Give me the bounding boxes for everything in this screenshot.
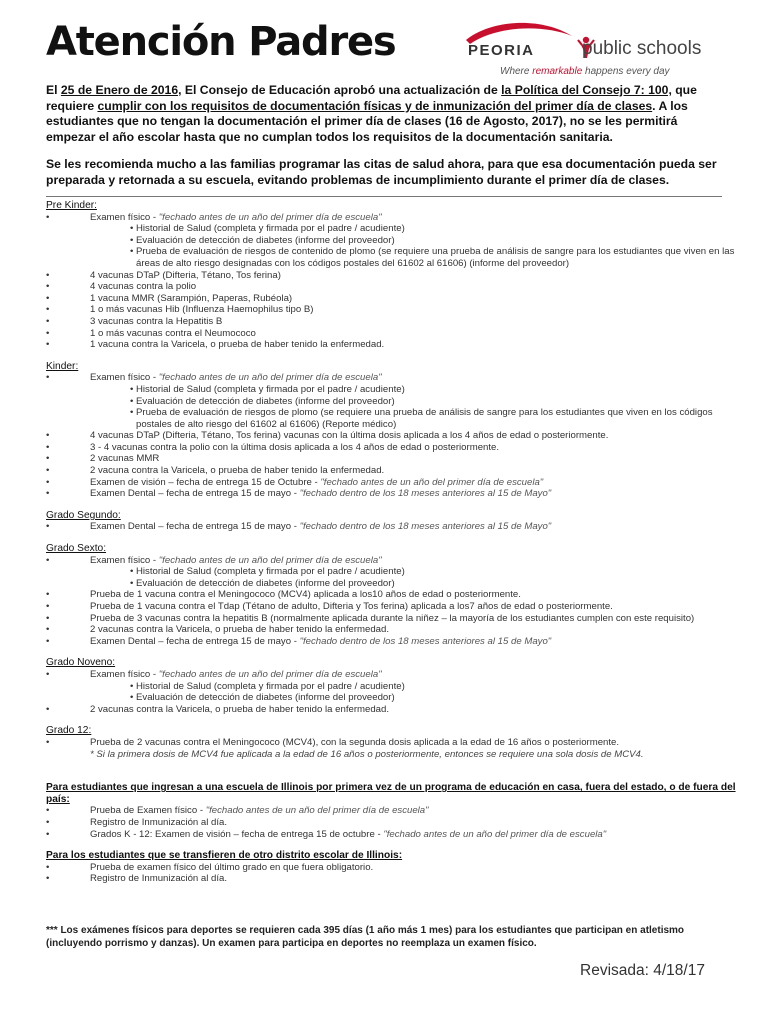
list-item: [46, 316, 736, 328]
list-item: [46, 270, 736, 282]
bullet: •: [130, 383, 134, 395]
list-item: [46, 281, 736, 293]
item-text: Prueba de Examen físico -: [90, 805, 206, 817]
logo-public-schools-text: public schools: [582, 38, 702, 59]
bullet: •: [46, 612, 50, 624]
bullet: •: [46, 441, 50, 453]
item-text: 2 vacunas contra la Varicela, o prueba de haber tenido la enfermedad.: [90, 624, 390, 636]
section-title: Grado Segundo:: [46, 509, 121, 521]
peoria-public-schools-logo: [460, 18, 736, 84]
item-quote: "fechado dentro de los 18 meses anteriores al 15 de Mayo": [299, 635, 552, 647]
bullet: •: [46, 703, 50, 715]
bullet: •: [46, 292, 50, 304]
sub-item: [46, 246, 736, 269]
logo-peoria-text: PEORIA: [468, 42, 535, 59]
sub-item-text: Historial de Salud (completa y firmada por el padre / acudiente): [136, 223, 405, 235]
list-item: [46, 805, 736, 817]
sub-item-text: Evaluación de detección de diabetes (informe del proveedor): [136, 395, 395, 407]
list-item: [46, 477, 736, 489]
sub-item-text: Historial de Salud (completa y firmada por el padre / acudiente): [136, 566, 405, 578]
bullet: •: [46, 873, 50, 885]
item-quote: "fechado antes de un año del primer día de escuela": [158, 668, 382, 680]
text: que requiere: [46, 83, 697, 113]
list-item: [46, 339, 736, 351]
section-kinder: [46, 361, 736, 500]
item-text: Examen físico -: [90, 211, 159, 223]
item-text: 3 vacunas contra la Hepatitis B: [90, 315, 223, 327]
tagline-part: happens every day: [582, 66, 670, 77]
bullet: •: [130, 680, 134, 692]
item-text: 2 vacunas MMR: [90, 453, 160, 465]
list-item: [46, 555, 736, 567]
bullet: •: [46, 488, 50, 500]
sub-item: [46, 223, 736, 235]
list-item: [46, 372, 736, 384]
list-item: [46, 212, 736, 224]
section-prekinder: [46, 200, 736, 351]
bullet: •: [46, 601, 50, 612]
item-text: Registro de Inmunización al día.: [90, 873, 228, 885]
bullet: •: [46, 521, 50, 533]
item-text: Prueba de examen físico del último grado en que fuera obligatorio.: [90, 861, 374, 873]
bullet: •: [46, 736, 50, 748]
item-text: 1 vacuna contra la Varicela, o prueba de haber tenido la enfermedad.: [90, 339, 385, 351]
item-text: Prueba de 1 vacuna contra el Meningococo (MCV4) aplicada a los10 años de edad o posteriormente.: [90, 589, 521, 601]
intro-text: [46, 83, 726, 201]
sub-item: [46, 384, 736, 396]
item-text: 4 vacunas contra la polio: [90, 281, 197, 293]
item-text: Examen de visión – fecha de entrega 15 de Octubre -: [90, 476, 321, 488]
sub-item-text: Historial de Salud (completa y firmada por el padre / acudiente): [136, 383, 405, 395]
sub-item-text: Evaluación de detección de diabetes (informe del proveedor): [136, 577, 395, 589]
item-quote: "fechado dentro de los 18 meses anteriores al 15 de Mayo": [299, 521, 552, 533]
intro-paragraph-2: Se les recomienda mucho a las familias programar las citas de salud ahora, para que esa documentación pueda ser preparada y retornada a su escuela, evitando problemas de incumplimiento durante el primer día de clases.: [46, 157, 717, 187]
sub-item: [46, 578, 736, 590]
item-text: Registro de Inmunización al día.: [90, 816, 228, 828]
sports-exam-note: *** Los exámenes físicos para deportes se requieren cada 395 días (1 año más 1 mes) para los estudiantes que participan en atletismo (incluyendo porrismo y danzas). Un examen para participa en deportes no reemplaza un examen físico.: [46, 925, 685, 949]
bullet: •: [46, 554, 50, 566]
sub-item: [46, 235, 736, 247]
bullet: •: [46, 861, 50, 873]
item-text: 4 vacunas DTaP (Difteria, Tétano, Tos ferina): [90, 269, 281, 281]
item-text: Examen Dental – fecha de entrega 15 de mayo -: [90, 521, 300, 533]
list-item: [46, 601, 736, 613]
list-item: [46, 829, 736, 841]
item-text: Examen Dental – fecha de entrega 15 de mayo -: [90, 488, 300, 500]
bullet: •: [46, 281, 50, 293]
list-item: [46, 873, 736, 885]
section-grado-noveno: [46, 657, 736, 715]
list-item: [46, 488, 736, 500]
bullet: •: [46, 635, 50, 647]
logo-tagline: [500, 66, 670, 77]
bullet: •: [46, 269, 50, 281]
sub-item: [46, 681, 736, 693]
item-text: 1 o más vacunas Hib (Influenza Haemophilus tipo B): [90, 304, 314, 316]
list-item: [46, 304, 736, 316]
list-item: [46, 613, 736, 625]
item-quote: "fechado antes de un año del primer día de escuela": [383, 828, 607, 840]
revision-date: Revisada: 4/18/17: [580, 962, 705, 979]
list-item: [46, 589, 736, 601]
bullet: •: [46, 589, 50, 601]
bullet: •: [130, 577, 134, 589]
item-quote: "fechado dentro de los 18 meses anteriores al 15 de Mayo": [299, 488, 552, 500]
bullet: •: [130, 407, 134, 419]
item-text: Examen Dental – fecha de entrega 15 de mayo -: [90, 635, 300, 647]
section-title: Grado 12:: [46, 725, 92, 737]
bullet: •: [130, 246, 134, 258]
item-text: 2 vacunas contra la Varicela, o prueba de haber tenido la enfermedad.: [90, 703, 390, 715]
bullet: •: [46, 304, 50, 316]
list-item: [46, 862, 736, 874]
list-item: [46, 465, 736, 477]
bullet: •: [46, 327, 50, 339]
item-text: 1 vacuna MMR (Sarampión, Paperas, Rubéola): [90, 292, 293, 304]
bullet: •: [46, 315, 50, 327]
bullet: •: [46, 339, 50, 351]
bullet: •: [46, 805, 50, 817]
item-text: 3 - 4 vacunas contra la polio con la última dosis aplicada a los 4 años de edad o posteriormente.: [90, 441, 500, 453]
requirement-underlined: cumplir con los requisitos de documentación físicas y de inmunización del primer día de clases: [97, 98, 653, 113]
item-quote: "fechado antes de un año del primer día de escuela": [205, 805, 429, 817]
intro-paragraph-1: [46, 83, 726, 145]
bullet: •: [130, 223, 134, 235]
section-grado-segundo: [46, 510, 736, 533]
section-title: Grado Noveno:: [46, 657, 116, 669]
bullet: •: [46, 465, 50, 477]
list-item: [46, 737, 736, 749]
page-title: Atención Padres: [46, 19, 396, 65]
item-text: Prueba de 3 vacunas contra la hepatitis B (normalmente aplicada durante la niñez – la mayoría de los estudiantes cumplen con este requisito): [90, 612, 695, 624]
list-item: [46, 669, 736, 681]
list-item: [46, 521, 736, 533]
sub-item: [46, 407, 736, 430]
tagline-part: Where: [500, 66, 533, 77]
section-title: Para estudiantes que ingresan a una escuela de Illinois por primera vez de un programa de educación en casa, fuera del estado, o de fuera del país:: [46, 782, 736, 805]
section-transfer-students: [46, 850, 736, 885]
bullet: •: [46, 372, 50, 384]
item-quote: "fechado antes de un año del primer día de escuela": [158, 372, 382, 384]
sub-item-text: Historial de Salud (completa y firmada por el padre / acudiente): [136, 680, 405, 692]
list-item: [46, 817, 736, 829]
section-first-time-students: [46, 782, 736, 840]
item-text: 1 o más vacunas contra el Neumococo: [90, 327, 256, 339]
bullet: •: [46, 624, 50, 636]
text: . A los estudiantes que no tengan la documentación el primer día de clases (16 de Agosto, 2017), no se les permitirá empezar el año escolar hasta que no cumplan todos los requisitos de la documentación sanitaria.: [46, 98, 688, 144]
item-quote: "fechado antes de un año del primer día de escuela": [158, 554, 382, 566]
list-item: [46, 636, 736, 648]
sub-item: [46, 396, 736, 408]
policy-underlined: la Política del Consejo 7: 100,: [501, 83, 672, 97]
list-item: [46, 704, 736, 716]
bullet: •: [46, 668, 50, 680]
requirements-list: [46, 200, 736, 895]
bullet: •: [46, 828, 50, 840]
list-item: [46, 328, 736, 340]
text: El: [46, 83, 61, 97]
list-item: [46, 442, 736, 454]
bullet: •: [130, 566, 134, 578]
list-item: [46, 430, 736, 442]
item-text: Examen físico -: [90, 668, 159, 680]
date-underlined: 25 de Enero de 2016,: [60, 83, 182, 97]
item-text: Prueba de 2 vacunas contra el Meningococo (MCV4), con la segunda dosis aplicada a la edad de 16 años o posteriormente.: [90, 736, 620, 748]
item-text: Examen físico -: [90, 554, 159, 566]
divider: [46, 196, 722, 197]
section-title: Grado Sexto:: [46, 543, 107, 555]
item-text: 2 vacuna contra la Varicela, o prueba de haber tenido la enfermedad.: [90, 465, 385, 477]
sub-item-text: Prueba de evaluación de riesgos de contenido de plomo (se requiere una prueba de análisis de sangre para los estudiantes que viven en las áreas de alto riesgo designadas con los códigos postales del 61602 al 61606) (informe del proveedor): [136, 246, 735, 269]
text: El Consejo de Educación aprobó una actualización de: [181, 83, 502, 97]
item-text: Examen físico -: [90, 372, 159, 384]
bullet: •: [130, 395, 134, 407]
sub-item: [46, 566, 736, 578]
header: [46, 18, 736, 84]
list-item: [46, 453, 736, 465]
bullet: •: [46, 476, 50, 488]
list-note: * Si la primera dosis de MCV4 fue aplicada a la edad de 16 años o posteriormente, entonces se requiere una sola dosis de MCV4.: [90, 748, 644, 760]
item-text: Grados K - 12: Examen de visión – fecha de entrega 15 de octubre -: [90, 828, 384, 840]
sub-item: [46, 692, 736, 704]
section-title: Pre Kinder:: [46, 200, 97, 211]
section-grado-12: [46, 725, 736, 760]
bullet: •: [130, 692, 134, 704]
sub-item-text: Evaluación de detección de diabetes (informe del proveedor): [136, 692, 395, 704]
item-quote: "fechado antes de un año del primer día de escuela": [320, 476, 544, 488]
bullet: •: [130, 234, 134, 246]
tagline-highlight: remarkable: [532, 66, 583, 77]
bullet: •: [46, 430, 50, 442]
bullet: •: [46, 211, 50, 223]
list-item: [46, 293, 736, 305]
section-grado-sexto: [46, 543, 736, 647]
bullet: •: [46, 816, 50, 828]
item-quote: "fechado antes de un año del primer día de escuela": [158, 211, 382, 223]
bullet: •: [46, 453, 50, 465]
item-text: 4 vacunas DTaP (Difteria, Tétano, Tos ferina) vacunas con la última dosis aplicada a los 4 años de edad o posteriormente.: [90, 430, 609, 442]
sub-item-text: Prueba de evaluación de riesgos de plomo (se requiere una prueba de análisis de sangre para los estudiantes que viven en los códigos postales de alto riesgo del 61602 al 61606) (Reporte médico): [136, 407, 713, 430]
section-title: Para los estudiantes que se transfieren de otro distrito escolar de Illinois:: [46, 850, 403, 862]
sub-item-text: Evaluación de detección de diabetes (informe del proveedor): [136, 234, 395, 246]
section-title: Kinder:: [46, 360, 79, 372]
list-item: [46, 624, 736, 636]
item-text: Prueba de 1 vacuna contra el Tdap (Tétano de adulto, Difteria y Tos ferina) aplicada a los7 años de edad o posteriormente.: [90, 601, 613, 612]
